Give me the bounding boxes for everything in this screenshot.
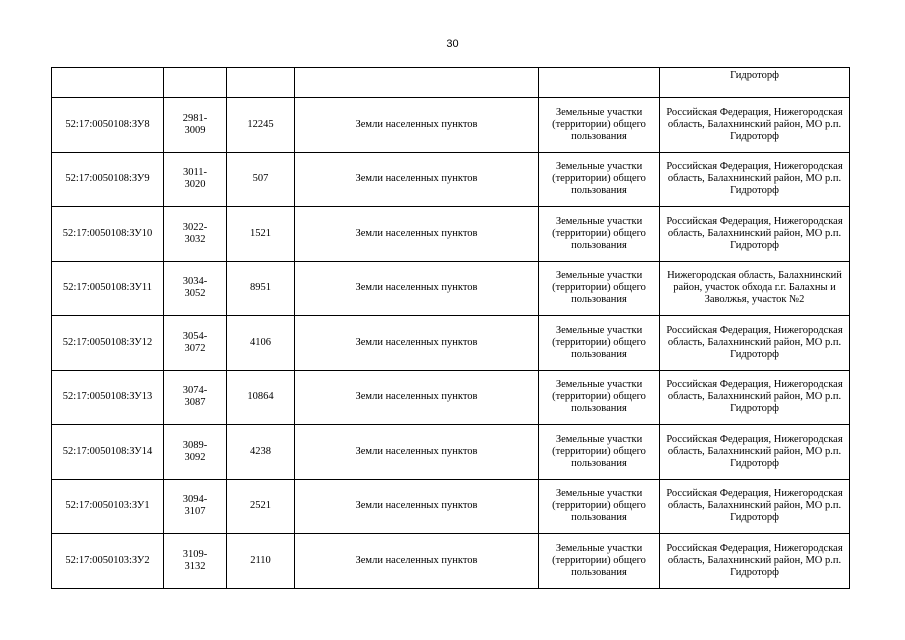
table-row	[52, 68, 850, 98]
cell-id: 52:17:0050108:ЗУ14	[52, 425, 164, 480]
cell-category: Земли населенных пунктов	[295, 370, 539, 425]
cell-area: 2110	[227, 534, 295, 589]
cell-area: 507	[227, 152, 295, 207]
cell-points: 3089- 3092	[164, 425, 227, 480]
cell-address: Гидроторф	[660, 68, 850, 98]
cell-address: Российская Федерация, Нижегородская область, Балахнинский район, МО р.п. Гидроторф	[660, 370, 850, 425]
cell-category: Земли населенных пунктов	[295, 316, 539, 371]
cell-category: Земли населенных пунктов	[295, 479, 539, 534]
cell-use: Земельные участки (территории) общего пользования	[539, 207, 660, 262]
cell-id: 52:17:0050108:ЗУ9	[52, 152, 164, 207]
cell-area: 4106	[227, 316, 295, 371]
cell-address: Российская Федерация, Нижегородская область, Балахнинский район, МО р.п. Гидроторф	[660, 479, 850, 534]
cell-points: 3034- 3052	[164, 261, 227, 316]
cell-category: Земли населенных пунктов	[295, 207, 539, 262]
land-plot-table	[51, 67, 850, 589]
cell-points: 2981- 3009	[164, 98, 227, 153]
cell-category: Земли населенных пунктов	[295, 261, 539, 316]
table-row	[52, 98, 850, 153]
cell-id: 52:17:0050103:ЗУ2	[52, 534, 164, 589]
table-row	[52, 261, 850, 316]
table-row	[52, 479, 850, 534]
cell-id: 52:17:0050108:ЗУ13	[52, 370, 164, 425]
cell-id: 52:17:0050108:ЗУ8	[52, 98, 164, 153]
cell-address: Нижегородская область, Балахнинский район, участок обхода г.г. Балахны и Заволжья, участок №2	[660, 261, 850, 316]
cell-points: 3011- 3020	[164, 152, 227, 207]
table-body	[52, 68, 850, 589]
cell-category: Земли населенных пунктов	[295, 98, 539, 153]
cell-use: Земельные участки (территории) общего пользования	[539, 261, 660, 316]
cell-use: Земельные участки (территории) общего пользования	[539, 370, 660, 425]
cell-id	[52, 68, 164, 98]
cell-area: 4238	[227, 425, 295, 480]
cell-category	[295, 68, 539, 98]
cell-address: Российская Федерация, Нижегородская область, Балахнинский район, МО р.п. Гидроторф	[660, 207, 850, 262]
cell-use: Земельные участки (территории) общего пользования	[539, 425, 660, 480]
cell-area: 12245	[227, 98, 295, 153]
cell-category: Земли населенных пунктов	[295, 534, 539, 589]
cell-id: 52:17:0050103:ЗУ1	[52, 479, 164, 534]
cell-category: Земли населенных пунктов	[295, 152, 539, 207]
cell-area: 2521	[227, 479, 295, 534]
cell-use: Земельные участки (территории) общего пользования	[539, 534, 660, 589]
cell-use: Земельные участки (территории) общего пользования	[539, 98, 660, 153]
table-row	[52, 316, 850, 371]
table-row	[52, 207, 850, 262]
cell-address: Российская Федерация, Нижегородская область, Балахнинский район, МО р.п. Гидроторф	[660, 425, 850, 480]
cell-points: 3094- 3107	[164, 479, 227, 534]
cell-address: Российская Федерация, Нижегородская область, Балахнинский район, МО р.п. Гидроторф	[660, 316, 850, 371]
cell-area	[227, 68, 295, 98]
table-row	[52, 370, 850, 425]
cell-area: 1521	[227, 207, 295, 262]
cell-address: Российская Федерация, Нижегородская область, Балахнинский район, МО р.п. Гидроторф	[660, 534, 850, 589]
cell-area: 8951	[227, 261, 295, 316]
cell-points	[164, 68, 227, 98]
page-number: 30	[446, 38, 459, 50]
cell-address: Российская Федерация, Нижегородская область, Балахнинский район, МО р.п. Гидроторф	[660, 98, 850, 153]
cell-id: 52:17:0050108:ЗУ12	[52, 316, 164, 371]
cell-address: Российская Федерация, Нижегородская область, Балахнинский район, МО р.п. Гидроторф	[660, 152, 850, 207]
cell-id: 52:17:0050108:ЗУ10	[52, 207, 164, 262]
table-row	[52, 152, 850, 207]
cell-use	[539, 68, 660, 98]
cell-points: 3074- 3087	[164, 370, 227, 425]
cell-points: 3054- 3072	[164, 316, 227, 371]
cell-points: 3022- 3032	[164, 207, 227, 262]
table-row	[52, 425, 850, 480]
cell-use: Земельные участки (территории) общего пользования	[539, 152, 660, 207]
table-row	[52, 534, 850, 589]
cell-area: 10864	[227, 370, 295, 425]
cell-id: 52:17:0050108:ЗУ11	[52, 261, 164, 316]
cell-use: Земельные участки (территории) общего пользования	[539, 316, 660, 371]
cell-category: Земли населенных пунктов	[295, 425, 539, 480]
cell-use: Земельные участки (территории) общего пользования	[539, 479, 660, 534]
cell-points: 3109- 3132	[164, 534, 227, 589]
